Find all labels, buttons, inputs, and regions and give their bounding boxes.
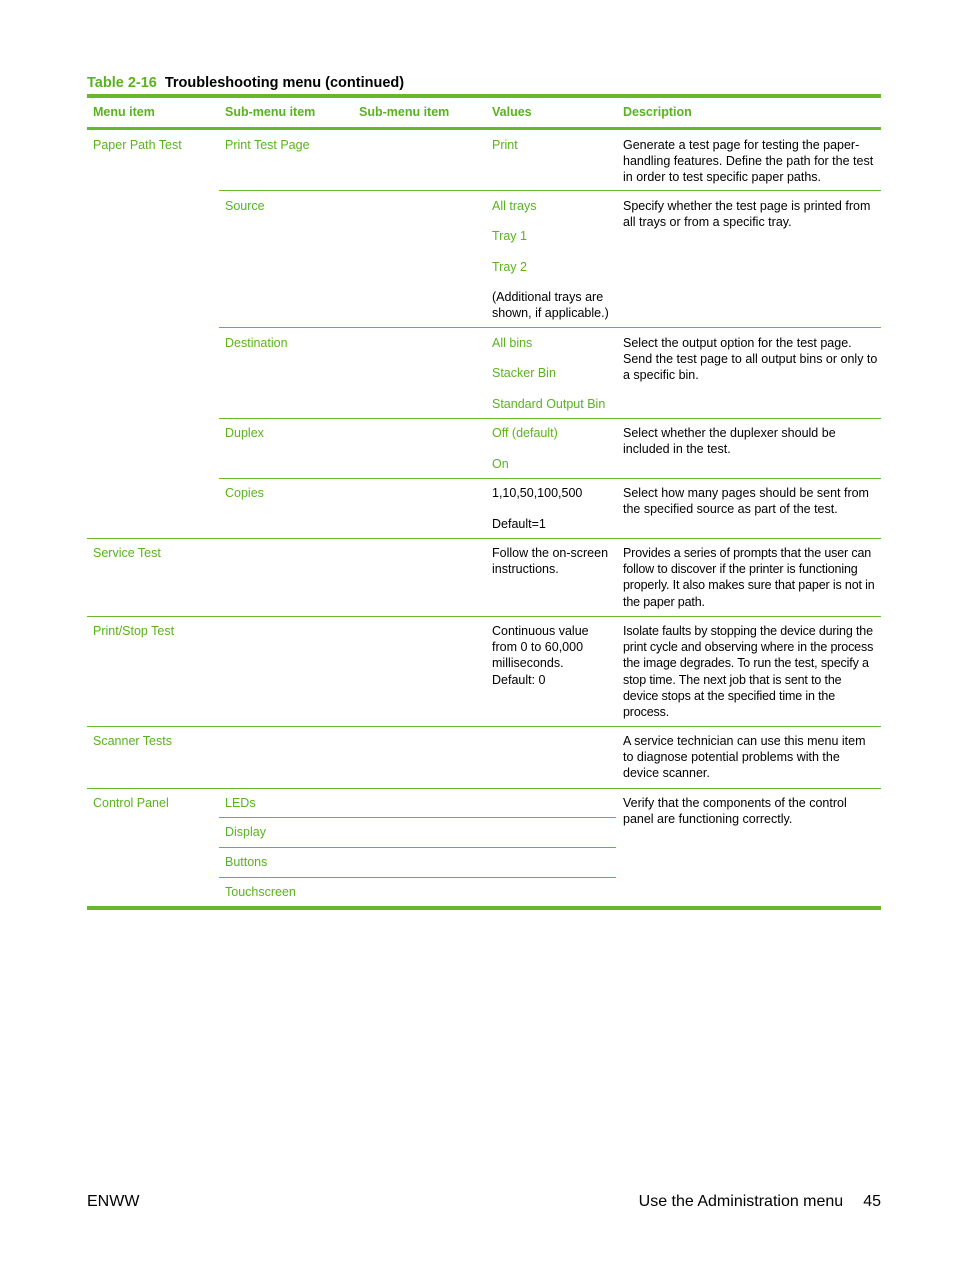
value-note-additional-trays: (Additional trays are shown, if applicable.) bbox=[492, 290, 609, 321]
sub-item-leds: LEDs bbox=[225, 796, 256, 810]
table-bottom-rule bbox=[87, 906, 881, 910]
row-divider bbox=[219, 418, 881, 419]
value-print-stop-test: Continuous value from 0 to 60,000 milliseconds. Default: 0 bbox=[492, 624, 589, 687]
value-off-default: Off (default) bbox=[492, 426, 558, 440]
header-menu-item: Menu item bbox=[93, 105, 155, 119]
menu-item-scanner-tests: Scanner Tests bbox=[93, 734, 172, 748]
table-number: Table 2-16 bbox=[87, 75, 157, 91]
value-standard-output-bin: Standard Output Bin bbox=[492, 397, 606, 411]
value-all-trays: All trays bbox=[492, 199, 537, 213]
description-scanner-tests: A service technician can use this menu item to diagnose potential problems with the device scanner. bbox=[623, 734, 866, 781]
value-stacker-bin: Stacker Bin bbox=[492, 366, 556, 380]
description-print-stop-test: Isolate faults by stopping the device during the print cycle and observing where in the process the image degrades. To run the test, specify a stop time. The next job that is sent to the device stops at the specified time in the process. bbox=[623, 624, 874, 720]
footer-section-title: Use the Administration menu bbox=[638, 1193, 844, 1210]
description-control-panel: Verify that the components of the control panel are functioning correctly. bbox=[623, 796, 847, 827]
header-sub-menu-item-2: Sub-menu item bbox=[359, 105, 450, 119]
header-bottom-rule bbox=[87, 127, 881, 130]
sub-item-source: Source bbox=[225, 199, 265, 213]
value-all-bins: All bins bbox=[492, 336, 533, 350]
footer-right bbox=[639, 1193, 881, 1211]
footer-left: ENWW bbox=[87, 1193, 140, 1210]
description-destination: Select the output option for the test page. Send the test page to all output bins or only to a specific bin. bbox=[623, 336, 878, 383]
row-divider bbox=[87, 726, 881, 727]
menu-item-print-stop-test: Print/Stop Test bbox=[93, 624, 175, 638]
table-caption bbox=[87, 75, 404, 91]
sub-item-copies: Copies bbox=[225, 486, 264, 500]
description-duplex: Select whether the duplexer should be included in the test. bbox=[623, 426, 836, 457]
row-divider bbox=[219, 190, 881, 191]
row-divider bbox=[219, 877, 616, 878]
description-source: Specify whether the test page is printed from all trays or from a specific tray. bbox=[623, 199, 871, 230]
value-service-test: Follow the on-screen instructions. bbox=[492, 546, 609, 577]
value-tray-2: Tray 2 bbox=[492, 260, 527, 274]
row-divider bbox=[87, 788, 881, 789]
description-print-test-page: Generate a test page for testing the paper-handling features. Define the path for the test in order to test specific paper paths. bbox=[623, 138, 874, 185]
sub-item-destination: Destination bbox=[225, 336, 288, 350]
page-number: 45 bbox=[863, 1193, 881, 1210]
row-divider bbox=[87, 616, 881, 617]
row-divider bbox=[219, 847, 616, 848]
sub-item-print-test-page: Print Test Page bbox=[225, 138, 310, 152]
header-values: Values bbox=[492, 105, 532, 119]
value-copies-list: 1,10,50,100,500 bbox=[492, 486, 583, 500]
table-top-rule bbox=[87, 94, 881, 98]
table-title: Troubleshooting menu (continued) bbox=[164, 75, 405, 91]
value-copies-default: Default=1 bbox=[492, 517, 546, 531]
row-divider bbox=[219, 327, 881, 328]
sub-item-display: Display bbox=[225, 825, 266, 839]
menu-item-paper-path-test: Paper Path Test bbox=[93, 138, 182, 152]
header-sub-menu-item-1: Sub-menu item bbox=[225, 105, 316, 119]
value-print: Print bbox=[492, 138, 518, 152]
menu-item-service-test: Service Test bbox=[93, 546, 161, 560]
sub-item-duplex: Duplex bbox=[225, 426, 264, 440]
row-divider bbox=[219, 478, 881, 479]
row-divider bbox=[87, 538, 881, 539]
description-service-test: Provides a series of prompts that the user can follow to discover if the printer is functioning properly. It also makes sure that paper is not in the paper path. bbox=[623, 546, 875, 609]
sub-item-touchscreen: Touchscreen bbox=[225, 885, 296, 899]
value-tray-1: Tray 1 bbox=[492, 229, 527, 243]
row-divider bbox=[219, 817, 616, 818]
description-copies: Select how many pages should be sent from the specified source as part of the test. bbox=[623, 486, 869, 517]
menu-item-control-panel: Control Panel bbox=[93, 796, 169, 810]
sub-item-buttons: Buttons bbox=[225, 855, 268, 869]
value-on: On bbox=[492, 457, 509, 471]
header-description: Description bbox=[623, 105, 692, 119]
